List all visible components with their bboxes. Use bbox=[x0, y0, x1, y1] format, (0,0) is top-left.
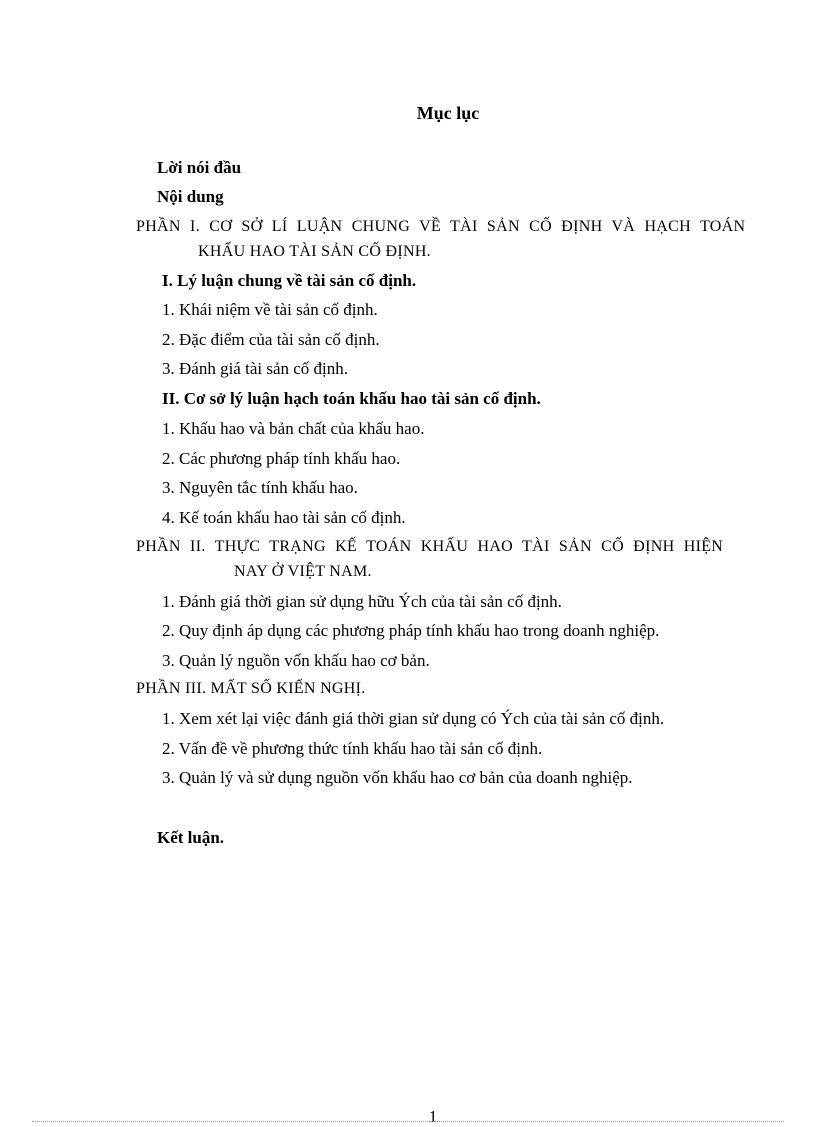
page-title: Mục lục bbox=[416, 103, 480, 123]
section-1-heading: I. Lý luận chung về tài sản cố định. bbox=[162, 271, 417, 290]
part-2-title-line-1: PHẦN II. THỰC TRẠNG KẾ TOÁN KHẤU HAO TÀI SẢN CỐ ĐỊNH HIỆN bbox=[136, 538, 724, 555]
section-1-item: 2. Đặc điểm của tài sản cố định. bbox=[162, 330, 380, 349]
part-2-item: 3. Quản lý nguồn vốn khấu hao cơ bản. bbox=[162, 651, 430, 670]
preface-heading: Lời nói đầu bbox=[157, 158, 242, 177]
section-2-item: 3. Nguyên tắc tính khấu hao. bbox=[162, 478, 358, 497]
part-2-item: 2. Quy định áp dụng các phương pháp tính khấu hao trong doanh nghiệp. bbox=[162, 621, 660, 640]
part-3-item: 2. Vấn đề về phương thức tính khấu hao tài sản cố định. bbox=[162, 739, 543, 758]
content-heading: Nội dung bbox=[157, 187, 224, 206]
section-1-item: 3. Đánh giá tài sản cố định. bbox=[162, 359, 349, 378]
footer-divider bbox=[32, 1121, 784, 1122]
section-1-item: 1. Khái niệm về tài sản cố định. bbox=[162, 300, 378, 319]
section-2-item: 1. Khấu hao và bản chất của khấu hao. bbox=[162, 419, 425, 438]
section-2-heading: II. Cơ sở lý luận hạch toán khấu hao tài sản cố định. bbox=[162, 389, 541, 408]
part-2-title-line-2: NAY Ở VIỆT NAM. bbox=[234, 563, 372, 580]
section-2-item: 2. Các phương pháp tính khấu hao. bbox=[162, 449, 401, 468]
page-number: 1 bbox=[428, 1107, 438, 1126]
section-2-item: 4. Kế toán khấu hao tài sản cố định. bbox=[162, 508, 406, 527]
part-3-item: 3. Quản lý và sử dụng nguồn vốn khấu hao cơ bản của doanh nghiệp. bbox=[162, 768, 633, 787]
part-1-title-line-2: KHẤU HAO TÀI SẢN CỐ ĐỊNH. bbox=[198, 243, 431, 260]
part-1-title-line-1: PHẦN I. CƠ SỞ LÍ LUẬN CHUNG VỀ TÀI SẢN CỐ ĐỊNH VÀ HẠCH TOÁN bbox=[136, 218, 746, 235]
part-3-title: PHẦN III. MẤT SỐ KIẾN NGHỊ. bbox=[136, 680, 366, 697]
part-2-item: 1. Đánh giá thời gian sử dụng hữu Ých của tài sản cố định. bbox=[162, 592, 562, 611]
part-3-item: 1. Xem xét lại việc đánh giá thời gian sử dụng có Ých của tài sản cố định. bbox=[162, 709, 665, 728]
conclusion-heading: Kết luận. bbox=[157, 828, 225, 847]
